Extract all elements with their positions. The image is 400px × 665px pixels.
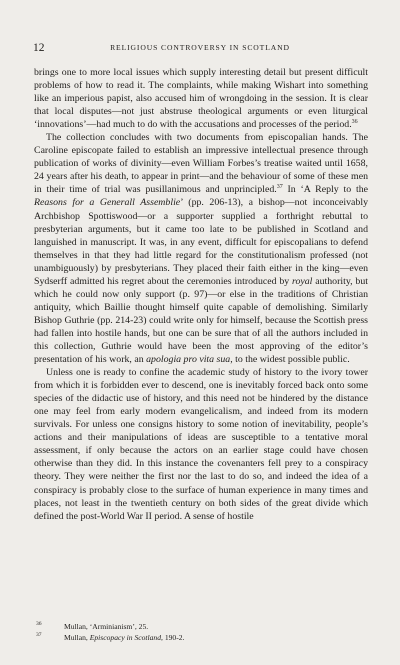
italic-title-reasons: Reasons for a Generall Assemblie	[34, 197, 181, 209]
paragraph-1-text: brings one to more local issues which supply interesting detail but present difficult problems of how to read it. The complaints, while making Wishart into something like an imperious papist, also accused him of wrongdoing in the session. It is clear that local disputes—not just abstruse theological arguments or even liturgical ‘innovations’—had much to do with the accusations and processes of the period.	[34, 67, 368, 131]
footnote-text: Mullan, ‘Arminianism’, 25.	[64, 622, 149, 631]
page-header	[33, 42, 367, 58]
footnote-number: 37	[36, 631, 42, 638]
footnote-text-pre: Mullan,	[64, 632, 90, 642]
footnote-ref-36[interactable]: 36	[351, 119, 358, 126]
footnote-ref-37[interactable]: 37	[276, 184, 283, 191]
running-head: RELIGIOUS CONTROVERSY IN SCOTLAND	[110, 43, 290, 52]
paragraph-2	[34, 131, 368, 366]
paragraph-2-text-e: , to the widest possible public.	[230, 354, 350, 366]
footnote-text-post: , 190-2.	[161, 632, 185, 642]
footnote-37	[34, 633, 368, 644]
italic-royal: royal	[292, 275, 313, 287]
paragraph-2-text-d: authority, but which he could now only support (p. 97)—or else in the traditions of Christian antiquity, which Baillie thought himself quite capable of demolishing. Similarly Bishop Guthrie (pp. 214-23) could write only for himself, because the Scottish press had fallen into hostile hands, but one can be sure that of all the authors included in this collection, Guthrie would have been the most approving of the editor’s presentation of his work, an	[34, 275, 368, 366]
italic-apologia: apologia pro vita sua	[146, 354, 231, 366]
paragraph-3: Unless one is ready to confine the academic study of history to the ivory tower from which it is forbidden ever to descend, one is inevitably forced back onto some species of the didactic use of history, and this need not be hindered by the distance one may feel from early modern evangelicalism, and indeed from its modern survivals. For unless one consigns history to some notion of inevitability, people’s actions and their manipulations of ideas are susceptible to a tentative moral assessment, if only because the actors on an earlier stage could have chosen otherwise than they did. In this instance the covenanters fell prey to a conspiracy theory. They were neither the first nor the last to do so, and indeed the idea of a conspiracy is probably close to the surface of human experience in many times and places, not least in the twentieth century on both sides of the great divide which defined the post-World War II period. A sense of hostile	[34, 367, 368, 522]
paragraph-2-text-a: The collection concludes with two documents from episcopalian hands. The Caroline episcopate failed to establish an impressive intellectual presence through publication of works of divinity—even William Forbes’s treatise waited until 1658, 24 years after his death, to appear in print—and the behaviour of some of these men in their time of trial was pusillanimous and unprincipled.	[34, 132, 368, 196]
footnote-36	[34, 622, 368, 633]
page-number: 12	[33, 42, 45, 54]
paragraph-2-text-b: In ‘A Reply to the	[282, 184, 368, 196]
footnote-number: 36	[36, 621, 42, 627]
paragraph-1	[34, 66, 368, 131]
paragraph-2-text-c: ’ (pp. 206-13), a bishop—not inconceivably Archbishop Spottiswood—or a supporter supplied a forthright rebuttal to presbyterian arguments, but it came too late to be published in Scotland and languished in manuscript. It was, in any event, difficult for episcopalians to defend themselves in that they had little regard for the constitutionalism professed (not unambiguously) by presbyterians. They placed their faith either in the king—even Sydserff admitted his regret about the ceremonies introduced by	[34, 197, 368, 287]
body-text	[34, 66, 368, 523]
footnotes	[34, 622, 368, 643]
footnote-italic-title: Episcopacy in Scotland	[89, 632, 162, 642]
